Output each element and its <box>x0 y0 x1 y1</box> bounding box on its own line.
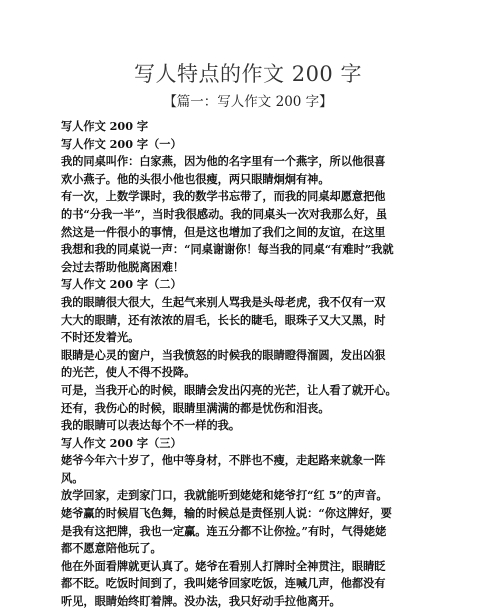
text-line: 听见，眼睛始终盯着牌。没办法，我只好动手拉他离开。 <box>61 594 341 609</box>
text-line: 欢小燕子。他的头很小他也很瘦，两只眼睛炯炯有神。 <box>61 171 330 186</box>
text-line: 我的同桌叫作：白家燕，因为他的名字里有一个燕字，所以他很喜 <box>61 154 386 169</box>
text-line: 他在外面看牌就更认真了。姥爷在看别人打牌时全神贯注，眼睛眨 <box>61 558 386 573</box>
text-line: 我的眼睛很大很大，生起气来别人骂我是头母老虎，我不仅有一双 <box>61 294 386 309</box>
text-line: 写人作文 200 字（二） <box>61 277 182 292</box>
text-line: 风。 <box>61 470 84 485</box>
text-line: 有一次，上数学课时，我的数学书忘带了，而我的同桌却愿意把他 <box>61 189 386 204</box>
text-line: 不时还发着光。 <box>61 330 140 345</box>
text-line: 大大的眼睛，还有浓浓的眉毛，长长的睫毛，眼珠子又大又黑，时 <box>61 312 386 327</box>
text-line: 写人作文 200 字（一） <box>61 136 182 151</box>
document-body <box>61 118 441 611</box>
text-line: 然这是一件很小的事情，但是这也增加了我们之间的友谊，在这里 <box>61 224 386 239</box>
text-line: 会过去帮助他脱离困难！ <box>61 259 185 274</box>
text-line: 都不愿意陪他玩了。 <box>61 541 162 556</box>
text-line: 姥爷今年六十岁了，他中等身材，不胖也不瘦，走起路来就象一阵 <box>61 453 386 468</box>
document-title: 写人特点的作文 200 字 <box>134 62 362 86</box>
text-line: 我的眼睛可以表达每个不一样的我。 <box>61 418 241 433</box>
text-line: 可是，当我开心的时候，眼睛会发出闪亮的光芒，让人看了就开心。 <box>61 382 397 397</box>
text-line: 眼睛是心灵的窗户，当我愤怒的时候我的眼睛瞪得溜圆，发出凶狠 <box>61 347 386 362</box>
text-line: 的书“分我一半”，当时我很感动。我的同桌头一次对我那么好，虽 <box>61 206 388 221</box>
text-line: 放学回家，走到家门口，我就能听到姥姥和姥爷打“红 5”的声音。 <box>61 488 388 503</box>
text-line: 的光芒，使人不得不投降。 <box>61 365 196 380</box>
document-subtitle: 【篇一：写人作文 200 字】 <box>163 94 333 110</box>
text-line: 姥爷赢的时候眉飞色舞，输的时候总是责怪别人说：“你这牌好，要 <box>61 506 392 521</box>
text-line: 写人作文 200 字（三） <box>61 435 182 450</box>
text-line: 写人作文 200 字 <box>61 119 149 133</box>
text-line: 还有，我伤心的时候，眼睛里满满的都是忧伤和泪丧。 <box>61 400 330 415</box>
text-line: 我想和我的同桌说一声：“同桌谢谢你！每当我的同桌“有难时”我就 <box>61 242 394 257</box>
text-line: 是我有这把牌，我也一定赢。连五分都不让你捡。”有时，气得姥姥 <box>61 523 387 538</box>
text-line: 都不眨。吃饭时间到了，我叫姥爷回家吃饭，连喊几声，他都没有 <box>61 576 386 591</box>
